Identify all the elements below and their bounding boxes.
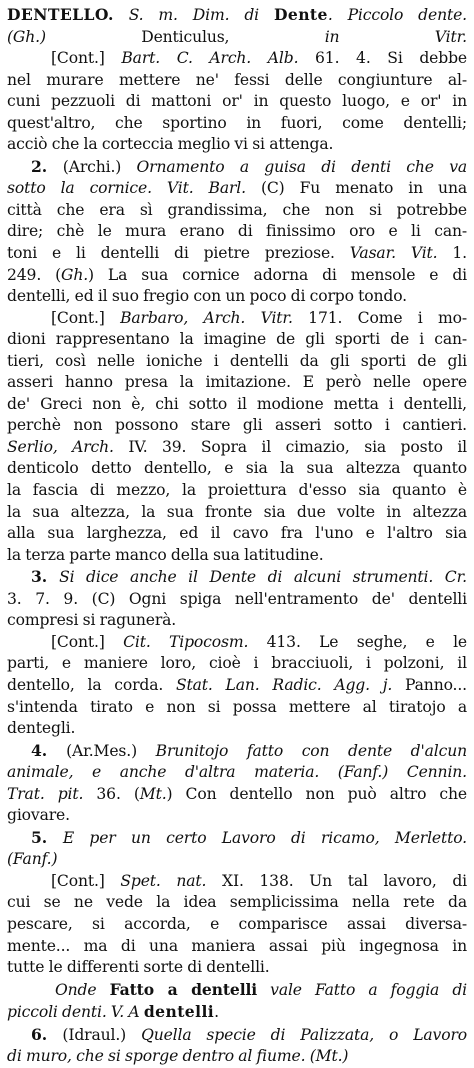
- entry-text: 249. (: [7, 265, 62, 284]
- entry-text: [Cont.]: [51, 871, 121, 890]
- entry-text: in Vitr.: [324, 27, 467, 46]
- entry-text: ) La sua cornice adorna di mensole e di: [88, 265, 467, 284]
- entry-text: tutte le differenti sorte di dentelli.: [7, 958, 270, 977]
- entry-line: [7, 827, 467, 850]
- entry-line: [7, 286, 467, 308]
- entry-text: 6.: [31, 1024, 63, 1044]
- entry-line: [7, 70, 467, 92]
- entry-line: [7, 1046, 467, 1068]
- entry-text: acciò che la corteccia meglio vi si attenga.: [7, 135, 334, 154]
- entry-line: [7, 740, 467, 763]
- entry-line: [7, 697, 467, 719]
- entry-line: [7, 653, 467, 675]
- entry-text: (Archi.): [62, 157, 137, 176]
- entry-text: (Idraul.): [62, 1025, 142, 1044]
- entry-line: [7, 243, 467, 265]
- entry-line: [7, 4, 467, 27]
- entry-text: la terza parte manco della sua latitudine.: [7, 545, 324, 564]
- entry-line: [7, 871, 467, 893]
- entry-text: Trat. pit.: [7, 784, 84, 803]
- entry-text: parti, e maniere loro, cioè i bracciuoli, i polzoni, il: [7, 654, 467, 673]
- entry-text: Si dice anche il Dente di alcuni strumenti. Cr.: [59, 568, 467, 587]
- entry-line: [7, 545, 467, 567]
- entry-text: [Cont.]: [51, 632, 124, 651]
- entry-text: pescare, si accorda, e comparisce assai diversa-: [7, 914, 467, 933]
- entry-text: XI. 138. Un tal lavoro, di: [206, 871, 467, 890]
- entry-text: sotto la cornice. Vit. Barl.: [7, 179, 246, 198]
- entry-text: S. m. Dim. di: [113, 6, 274, 24]
- entry-line: [7, 351, 467, 373]
- entry-text: Fatto a dentelli: [109, 979, 258, 999]
- entry-text: cui se ne vede la idea semplicissima nella rete da: [7, 893, 467, 912]
- entry-text: dentello, la corda.: [7, 675, 177, 694]
- entry-text: animale, e anche d'altra materia. (Fanf.) Cennin.: [7, 763, 467, 782]
- entry-line: [7, 91, 467, 113]
- entry-line: [7, 113, 467, 135]
- entry-text: IV. 39. Sopra il cimazio, sia posto il: [113, 437, 467, 456]
- entry-text: nel murare mettere ne' fessi delle congiunture al-: [7, 70, 467, 89]
- entry-line: [7, 329, 467, 351]
- entry-text: (C) Fu menato in una: [245, 179, 467, 198]
- entry-line: [7, 27, 467, 49]
- entry-text: 1.: [437, 244, 467, 263]
- entry-text: Denticulus,: [45, 27, 325, 46]
- entry-text: 171. Come i mo-: [292, 308, 467, 327]
- entry-line: [7, 415, 467, 437]
- entry-line: [7, 48, 467, 70]
- entry-text: dentelli, ed il suo fregio con un poco di corpo tondo.: [7, 287, 407, 306]
- entry-line: [7, 523, 467, 545]
- entry-text: .: [214, 1003, 219, 1022]
- entry-line: [7, 221, 467, 243]
- entry-line: [7, 394, 467, 416]
- entry-line: [7, 675, 467, 697]
- entry-text: asseri hanno presa la imitazione. E però nelle opere: [7, 373, 467, 392]
- entry-line: [7, 1001, 467, 1024]
- entry-text: DENTELLO.: [7, 5, 114, 24]
- entry-line: [7, 437, 467, 459]
- entry-text: 413. Le seghe, e le: [248, 632, 467, 651]
- entry-text: (Ar.Mes.): [66, 741, 156, 760]
- entry-line: [7, 936, 467, 958]
- entry-text: tieri, così nelle ioniche i dentelli da gli sporti de gli: [7, 351, 467, 370]
- entry-text: dentegli.: [7, 719, 76, 738]
- entry-text: Spet. nat.: [120, 871, 207, 890]
- entry-text: 61. 4. Si debbe: [298, 49, 467, 68]
- entry-line: [7, 156, 467, 179]
- entry-text: Barbaro, Arch. Vitr.: [120, 308, 293, 327]
- entry-text: 5.: [31, 827, 63, 847]
- entry-line: [7, 957, 467, 979]
- entry-line: [7, 610, 467, 632]
- entry-text: la fascia di mezzo, la proiettura d'esso sia quanto è: [7, 481, 467, 500]
- entry-text: Onde: [55, 980, 110, 999]
- entry-text: 36. (: [83, 784, 140, 803]
- entry-text: quest'altro, che sportino in fuori, come dentelli;: [7, 113, 467, 132]
- entry-text: compresi si ragunerà.: [7, 611, 177, 630]
- entry-line: [7, 480, 467, 502]
- entry-text: Stat. Lan. Radic. Agg. j.: [176, 675, 393, 694]
- entry-line: [7, 134, 467, 156]
- entry-text: Vasar. Vit.: [349, 244, 438, 263]
- entry-line: [7, 762, 467, 784]
- entry-text: de' Greci non è, chi sotto il modione metta i dentelli,: [7, 394, 467, 413]
- entry-line: [7, 372, 467, 394]
- entry-text: . Piccolo dente.: [327, 6, 467, 24]
- entry-text: piccoli denti. V. A: [7, 1003, 144, 1022]
- entry-line: [7, 589, 467, 611]
- entry-text: Mt.: [139, 784, 167, 803]
- entry-text: 3. 7. 9. (C) Ogni spiga nell'entramento de' dentelli: [7, 589, 467, 608]
- entry-text: dioni rappresentano la imagine de gli sporti de i can-: [7, 330, 467, 349]
- entry-text: E per un certo Lavoro di ricamo, Merletto.: [62, 828, 467, 847]
- entry-line: [7, 632, 467, 654]
- entry-text: dentelli: [143, 1002, 215, 1022]
- entry-text: Gh.: [61, 265, 89, 284]
- entry-text: (Fanf.): [7, 850, 58, 869]
- entry-text: la sua altezza, la sua fronte sia due volte in altezza: [7, 502, 467, 521]
- entry-line: [7, 308, 467, 330]
- entry-text: 4.: [31, 740, 67, 760]
- entry-text: Cit. Tipocosm.: [123, 632, 249, 651]
- entry-text: ) Con dentello non può altro che: [166, 784, 467, 803]
- entry-line: [7, 805, 467, 827]
- entry-text: 2.: [31, 156, 63, 176]
- entry-line: [7, 566, 467, 589]
- entry-text: Panno...: [392, 675, 467, 694]
- entry-text: di muro, che si sporge dentro al fiume. (Mt.): [7, 1047, 349, 1066]
- entry-line: [7, 502, 467, 524]
- entry-line: [7, 849, 467, 871]
- entry-text: perchè non possono stare gli asseri sotto i cantieri.: [7, 416, 467, 435]
- entry-line: [7, 892, 467, 914]
- entry-text: vale Fatto a foggia di: [257, 980, 467, 999]
- entry-text: Dente: [273, 5, 328, 24]
- entry-text: mente... ma di una maniera assai più ingegnosa in: [7, 936, 467, 955]
- entry-text: [Cont.]: [51, 308, 121, 327]
- entry-text: cuni pezzuoli di mattoni or' in questo luogo, e or' in: [7, 92, 467, 111]
- entry-text: dire; chè le mura erano di finissimo oro e li can-: [7, 222, 467, 241]
- entry-line: [7, 784, 467, 806]
- entry-text: Brunitojo fatto con dente d'alcun: [155, 741, 467, 760]
- entry-text: [Cont.]: [51, 49, 122, 68]
- entry-line: [7, 979, 467, 1002]
- entry-text: Bart. C. Arch. Alb.: [121, 49, 299, 68]
- entry-line: [7, 200, 467, 222]
- entry-text: Quella specie di Palizzata, o Lavoro: [141, 1025, 467, 1044]
- entry-text: Serlio, Arch.: [7, 437, 114, 456]
- entry-text: alla sua larghezza, ed il cavo fra l'uno e l'altro sia: [7, 524, 467, 543]
- entry-line: [7, 718, 467, 740]
- entry-line: [7, 914, 467, 936]
- entry-line: [7, 265, 467, 287]
- entry-text: città che era sì grandissima, che non si potrebbe: [7, 200, 467, 219]
- entry-text: (Gh.): [7, 27, 46, 46]
- entry-text: 3.: [31, 567, 60, 587]
- entry-text: toni e li dentelli di pietre preziose.: [7, 244, 350, 263]
- entry-line: [7, 458, 467, 480]
- entry-text: giovare.: [7, 806, 70, 825]
- entry-text: Ornamento a guisa di denti che va: [136, 157, 467, 176]
- entry-line: [7, 178, 467, 200]
- entry-text: s'intenda tirato e non si possa mettere al tiratojo a: [7, 697, 467, 716]
- entry-text: denticolo detto dentello, e sia la sua altezza quanto: [7, 459, 467, 478]
